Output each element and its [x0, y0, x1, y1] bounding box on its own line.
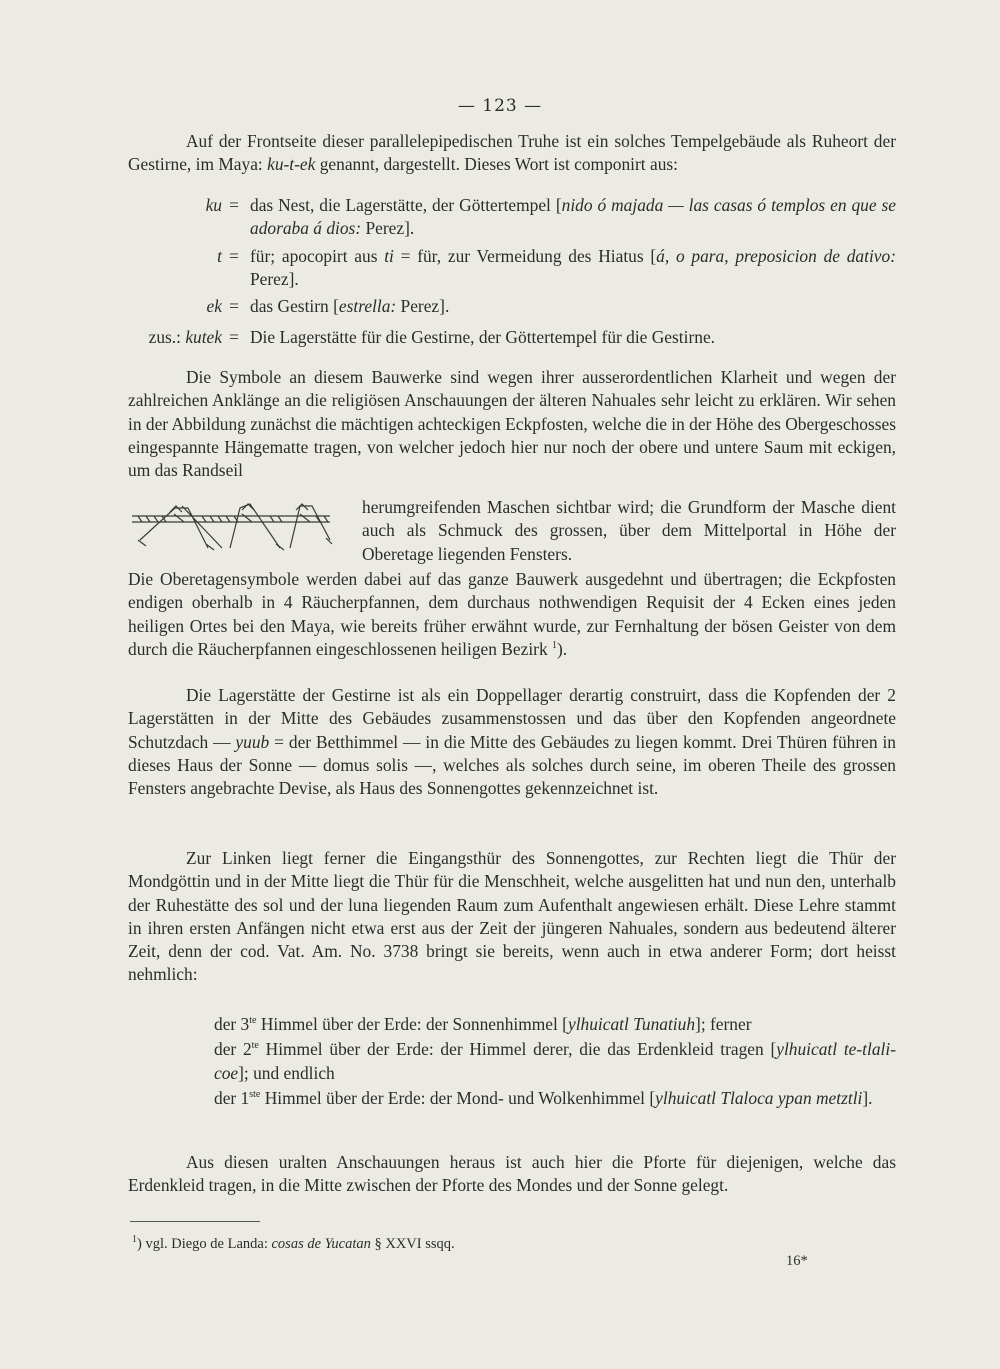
heaven-3: der $3^{te}$ Himmel über der Erde: der Sonnenhimmel [ylhuicatl Tunatiuh]; ferner: [214, 1014, 752, 1034]
gloss-row-kutek: zus.: kutek = Die Lagerstätte für die Gestirne, der Göttertempel für die Gestirne.: [148, 327, 716, 348]
heavens-list: [128, 1013, 896, 1110]
paragraph-2-cont: Die Oberetagensymbole werden dabei auf das ganze Bauwerk ausgedehnt und übertragen; die Eckpfosten endigen oberhalb in 4 Räucherpfannen, dem durchaus nothwendigen Requisit der 4 Ecken eines jeden heiligen Ortes bei den Maya, wie bereits früher erwähnt wurde, zur Fernhaltung der bösen Geister von dem durch die Räucherpfannen eingeschlossenen heiligen Bezirk $^1$).: [128, 569, 896, 659]
paragraph-2-wrap: herumgreifenden Maschen sichtbar wird; die Grundform der Masche dient auch als Schmuck des grossen, über dem Mittelportal in Höhe der Oberetage liegenden Fensters.: [362, 497, 896, 564]
gloss-row-t: t = für; apocopirt aus ti = für, zur Vermeidung des Hiatus [á, o para, preposicion de dativo: Perez].: [217, 245, 896, 289]
gloss-list: [128, 194, 896, 350]
gloss-row-ku: ku = das Nest, die Lagerstätte, der Göttertempel [nido ó majada — las casas ó templos en que se adoraba á dios: Perez].: [205, 195, 896, 239]
footnote: $^1$) vgl. Diego de Landa: cosas de Yucatan § XXVI ssqq.: [132, 1234, 455, 1252]
heaven-1: der 1ste Himmel über der Erde: der Mond- und Wolkenhimmel [ylhuicatl Tlaloca ypan metztli].: [214, 1087, 873, 1108]
footnote-rule: [130, 1221, 260, 1222]
mesh-ornament-figure: [130, 500, 335, 552]
paragraph-1: Auf der Frontseite dieser parallelepipedischen Truhe ist ein solches Tempelgebäude als Ruheort der Gestirne, im Maya: ku-t-ek genannt, dargestellt. Dieses Wort ist componirt aus:: [128, 131, 896, 175]
paragraph-4: Zur Linken liegt ferner die Eingangsthür des Sonnengottes, zur Rechten liegt die Thür der Mondgöttin und in der Mitte liegt die Thür für die Menschheit, welche ausgelitten hat und nun den, unterhalb der Ruhestätte des sol und der luna liegenden Raum zum Aufenthalt angewiesen erhält. Diese Lehre stammt in ihren ersten Anfängen nicht etwa erst aus der Zeit der jüngeren Nahuales, sondern aus bedeutend älterer Zeit, denn der cod. Vat. Am. No. 3738 bringt sie bereits, wenn auch in etwa anderer Form; dort heisst nehmlich:: [128, 848, 896, 985]
signature-mark: 16*: [786, 1253, 808, 1269]
paragraph-3: Die Lagerstätte der Gestirne ist als ein Doppellager derartig construirt, dass die Kopfenden der 2 Lagerstätten in der Mitte des Gebäudes zusammenstossen und das über den Kopfenden angeordnete Schutzdach — yuub = der Betthimmel — in die Mitte des Gebäudes zu liegen kommt. Drei Thüren führen in dieses Haus der Sonne — domus solis —, welches als solches durch seine, im oberen Theile des grossen Fensters angebrachte Devise, als Haus des Sonnengottes gekennzeichnet ist.: [128, 685, 896, 799]
gloss-row-ek: ek = das Gestirn [estrella: Perez].: [206, 296, 450, 317]
page-number: — 123 —: [457, 96, 543, 116]
paragraph-5: Aus diesen uralten Anschauungen heraus ist auch hier die Pforte für diejenigen, welche das Erdenkleid tragen, in die Mitte zwischen der Pforte des Mondes und der Sonne gelegt.: [128, 1152, 896, 1196]
paragraph-2: Die Symbole an diesem Bauwerke sind wegen ihrer ausserordentlichen Klarheit und wegen der zahlreichen Anklänge an die religiösen Anschauungen der älteren Nahuales sehr leicht zu erklären. Wir sehen in der Abbildung zunächst die mächtigen achteckigen Eckpfosten, welche die in der Höhe des Obergeschosses eingespannte Hängematte tragen, von welcher jedoch hier nur noch der obere und untere Saum mit eckigen, um das Randseil: [128, 367, 897, 481]
heaven-2: der $2^{te}$ Himmel über der Erde: der Himmel derer, die das Erdenkleid tragen [ylhuicatl te-tlali-coe]; und endlich: [214, 1039, 896, 1083]
